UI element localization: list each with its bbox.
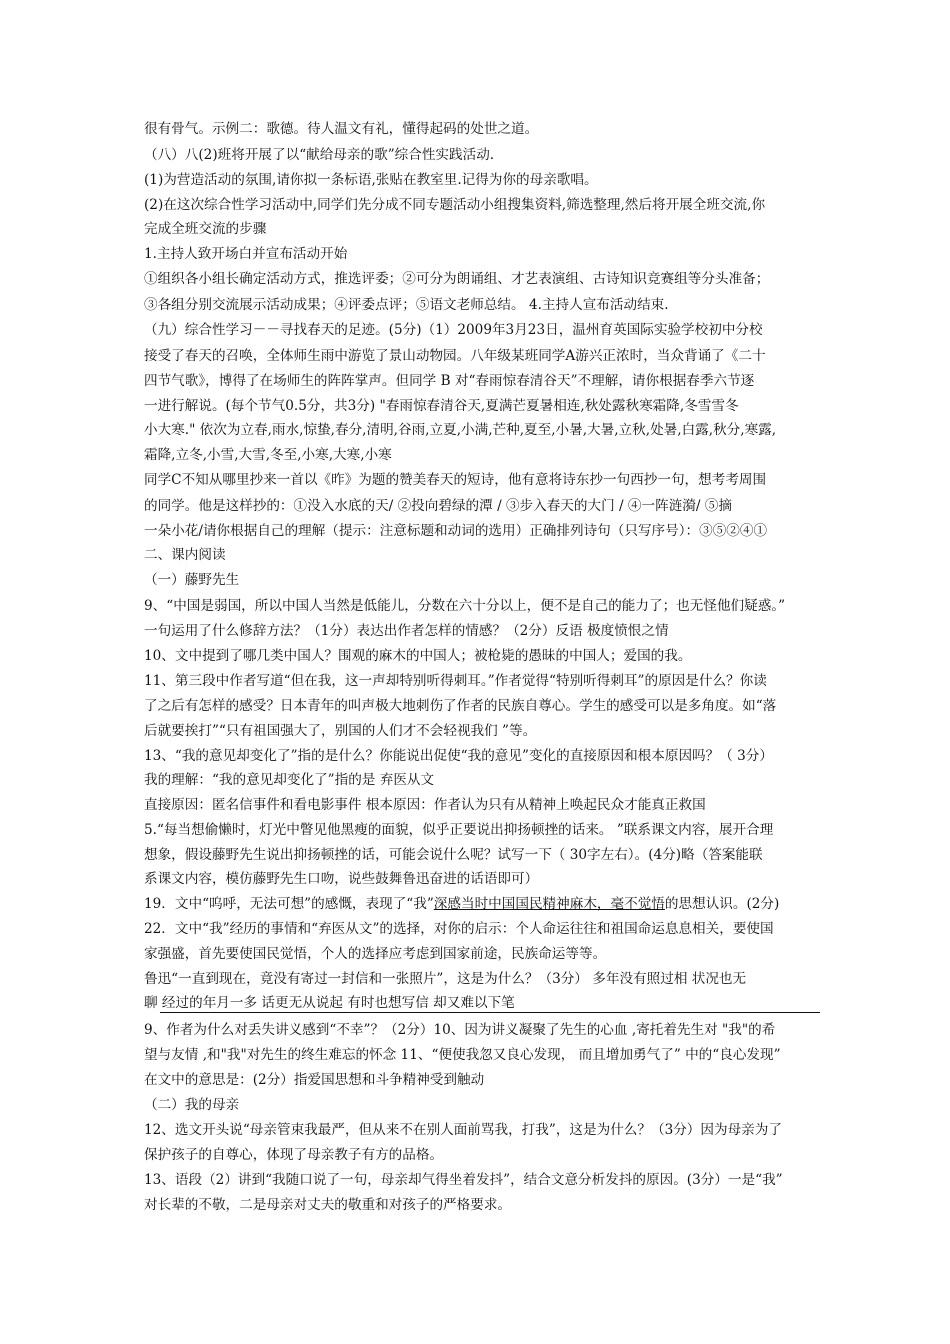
section-heading: 二、课内阅读	[144, 547, 226, 563]
text-line: 四节气歌》，博得了在场师生的阵阵掌声。但同学 B 对“春雨惊春清谷天”不理解，请你根据春季六节逐	[144, 373, 755, 389]
text-line: 13、“我的意见却变化了”指的是什么？你能说出促使“我的意见”变化的直接原因和根本原因吗？（ 3分）	[144, 748, 773, 764]
question-19-line	[144, 895, 812, 913]
text-line: 11、第三段中作者写道“但在我，这一声却特别听得刺耳。”作者觉得“特别听得刺耳”的原因是什么？你读	[144, 673, 767, 689]
text-line: 一进行解说。(每个节气0.5分，共3分) "春雨惊春清谷天,夏满芒夏暑相连,秋处露秋寒霜降,冬雪雪冬	[144, 398, 739, 414]
text-line: （九）综合性学习－－寻找春天的足迹。(5分)（1）2009年3月23日，温州育英国际实验学校初中分校	[144, 322, 763, 338]
subsection-heading: （二）我的母亲	[144, 1097, 240, 1113]
text-line: 10、文中提到了哪几类中国人？围观的麻木的中国人；被枪毙的愚昧的中国人；爱国的我。	[144, 648, 692, 664]
text-line: 我的理解：“我的意见却变化了”指的是 弃医从文	[144, 772, 435, 788]
text-line: (1)为营造活动的氛围,请你拟一条标语,张贴在教室里.记得为你的母亲歌唱。	[144, 172, 598, 188]
text-line: 霜降,立冬,小雪,大雪,冬至,小寒,大寒,小寒	[144, 447, 392, 463]
text-line: (2)在这次综合性学习活动中,同学们先分成不同专题活动小组搜集资料,筛选整理,然后将开展全班交流,你	[144, 197, 766, 213]
text-line: 12、选文开头说“母亲管束我最严，但从来不在别人面前骂我，打我”，这是为什么？（3分）因为母亲为了	[144, 1122, 782, 1138]
text-line: ③各组分别交流展示活动成果；④评委点评；⑤语文老师总结。 4.主持人宣布活动结束.	[144, 297, 669, 313]
text-line: 了之后有怎样的感受？日本青年的叫声极大地刺伤了作者的民族自尊心。学生的感受可以是多角度。如“落	[144, 698, 777, 714]
text-line: 的同学。他是这样抄的：①没入水底的天/ ②投向碧绿的潭 / ③步入春天的大门 / ④一阵涟漪/ ⑤摘	[144, 498, 732, 514]
text-line: 完成全班交流的步骤	[144, 221, 267, 237]
text-line: 13、语段（2）讲到“我随口说了一句，母亲却气得坐着发抖”，结合文意分析发抖的原因。(3分）一是“我”	[144, 1172, 783, 1188]
text-line: 保护孩子的自尊心，体现了母亲教子有方的品格。	[144, 1147, 444, 1163]
text-line: 系课文内容，模仿藤野先生口吻，说些鼓舞鲁迅奋进的话语即可）	[144, 871, 539, 887]
text-line: 鲁迅“一直到现在，竟没有寄过一封信和一张照片”，这是为什么？（3分） 多年没有照过相 状况也无	[144, 971, 747, 987]
text-line: 很有骨气。示例二：歌德。待人温文有礼，懂得起码的处世之道。	[144, 121, 539, 137]
text-line: 1.主持人致开场白并宣布活动开始	[144, 246, 348, 262]
q19-after: 的思想认识。(2分)	[664, 896, 780, 912]
text-line: 对长辈的不敬，二是母亲对丈夫的敬重和对孩子的严格要求。	[144, 1197, 512, 1213]
text-line: 想象，假设藤野先生说出抑扬顿挫的话，可能会说什么呢？试写一下（ 30字左右）。(4分)略（答案能联	[144, 847, 763, 863]
text-line: 小大寒." 依次为立春,雨水,惊蛰,春分,清明,谷雨,立夏,小满,芒种,夏至,小暑,大暑,立秋,处暑,白露,秋分,寒露,	[144, 422, 777, 438]
subsection-heading: （一）藤野先生	[144, 572, 240, 588]
text-line: （八）八(2)班将开展了以“献给母亲的歌”综合性实践活动.	[144, 147, 495, 163]
text-line: 望与友情 ,和"我"对先生的终生难忘的怀念 11、“便使我忽又良心发现， 而且增加勇气了” 中的“良心发现”	[144, 1047, 781, 1063]
q19-before: 19．文中“呜呼，无法可想”的感慨，表现了“我”	[144, 896, 434, 912]
text-line: 9、作者为什么对丢失讲义感到“不幸”？（2分）10、因为讲义凝聚了先生的心血 ,寄托着先生对 "我"的希	[144, 1022, 776, 1038]
text-line: 22．文中“我”经历的事情和“弃医从文”的选择，对你的启示：个人命运往往和祖国命运息息相关，要使国	[144, 921, 774, 937]
text-line: ①组织各小组长确定活动方式，推选评委；②可分为朗诵组、才艺表演组、古诗知识竞赛组等分头准备；	[144, 271, 770, 287]
text-line: 一句运用了什么修辞方法？（1分）表达出作者怎样的情感？（2分）反语 极度愤恨之情	[144, 623, 669, 639]
text-line: 直接原因：匿名信事件和看电影事件 根本原因：作者认为只有从精神上唤起民众才能真正救国	[144, 797, 706, 813]
text-line: 接受了春天的召唤，全体师生雨中游览了景山动物园。八年级某班同学A游兴正浓时，当众背诵了《二十	[144, 348, 766, 364]
text-line: 聊 经过的年月一多 话更无从说起 有时也想写信 却又难以下笔	[144, 995, 515, 1011]
text-line: 一朵小花/请你根据自己的理解（提示：注意标题和动词的选用）正确排列诗句（只写序号）：③⑤②④①	[144, 523, 768, 539]
text-line: 9、“中国是弱国，所以中国人当然是低能儿，分数在六十分以上，便不是自己的能力了；也无怪他们疑惑。”	[144, 598, 786, 614]
text-line: 在文中的意思是：(2分）指爱国思想和斗争精神受到触动	[144, 1072, 485, 1088]
text-line: 同学C不知从哪里抄来一首以《昨》为题的赞美春天的短诗，他有意将诗东抄一句西抄一句，想考考周围	[144, 472, 767, 488]
text-line: 家强盛，首先要使国民觉悟，个人的选择应考虑到国家前途，民族命运等等。	[144, 946, 607, 962]
underline-rule	[160, 1012, 820, 1013]
text-line: 后就要挨打”“只有祖国强大了，别国的人们才不会轻视我们 ”等。	[144, 723, 537, 739]
text-line: 5.“每当想偷懒时，灯光中瞥见他黑瘦的面貌，似乎正要说出抑扬顿挫的话来。 ”联系课文内容，展开合理	[144, 822, 774, 838]
q19-underlined-answer: 深感当时中国国民精神麻木，毫不觉悟	[433, 896, 665, 912]
